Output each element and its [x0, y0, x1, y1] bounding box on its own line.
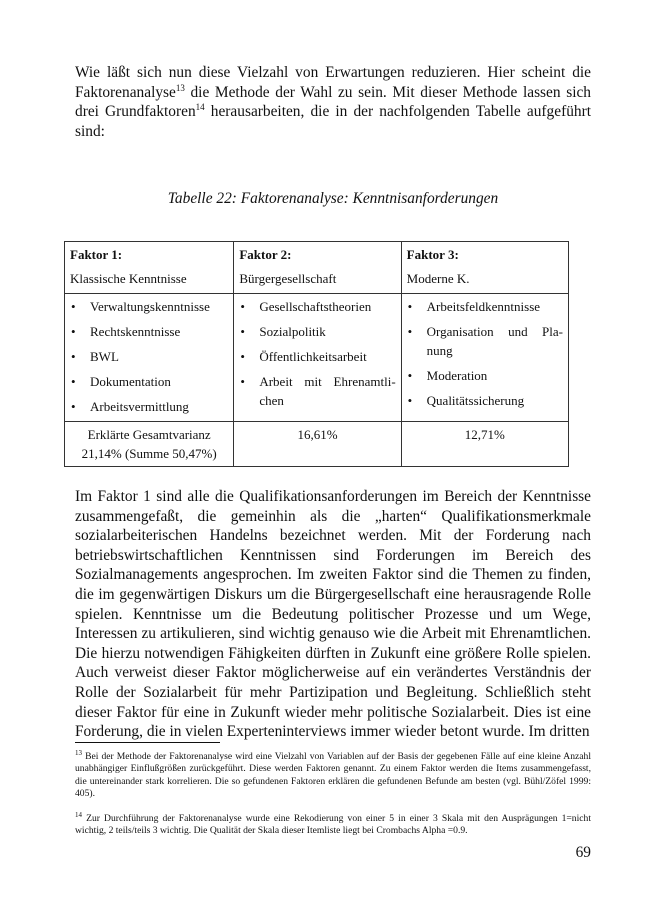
list-item: • Öffentlichkeitsarbeit [239, 347, 395, 366]
variance-cell-factor-2: 16,61% [234, 422, 401, 467]
footnote-text: Bei der Methode der Faktorenanalyse wird eine Vielzahl von Variablen auf der Basis der gegebenen Fälle auf eine kleine Anzahl unabhängiger Einflußgrößen zurückgeführt. Diese werden Faktoren genannt. Zu einem Faktor werden die Items zusammengefasst, die untereinander stark korrelieren. Die so gefundenen Faktoren erklären die gefundenen Befunde am besten (vgl. Bühl/Zöfel 1999: 405). [75, 751, 591, 800]
list-item: • Verwaltungskenntnisse [70, 297, 228, 316]
factor-label: Faktor 3: [406, 247, 459, 262]
intro-text-1: Wie läßt sich nun diese Vielzahl von Erwartungen reduzieren. Hier scheint die Faktorenanalyse [75, 64, 591, 101]
footnote-13 [75, 751, 591, 801]
list-item: • BWL [70, 347, 228, 366]
list-item: • Organisation und Pla-nung [407, 322, 563, 360]
footnote-ref-14[interactable]: 14 [195, 102, 205, 113]
factor-label: Faktor 1: [70, 247, 123, 262]
table-caption: Tabelle 22: Faktorenanalyse: Kenntnisanforderungen [167, 190, 499, 207]
items-cell-factor-1 [65, 294, 234, 422]
list-item: • Sozialpolitik [239, 322, 395, 341]
variance-cell-factor-3: 12,71% [401, 422, 568, 467]
table-variance-row [65, 422, 569, 467]
item-list [407, 297, 563, 410]
factor-table [64, 241, 569, 467]
footnote-divider [75, 742, 220, 743]
table-header-row [65, 242, 569, 294]
list-item: • Dokumentation [70, 372, 228, 391]
variance-cell-factor-1: Erklärte Gesamtvarianz 21,14% (Summe 50,47%) [65, 422, 234, 467]
footnote-mark: 14 [75, 811, 82, 819]
factor-name: Moderne K. [406, 271, 470, 286]
factor-name: Klassische Kenntnisse [70, 271, 187, 286]
list-item: • Moderation [407, 366, 563, 385]
list-item: • Arbeitsfeldkenntnisse [407, 297, 563, 316]
footnote-mark: 13 [75, 749, 82, 757]
items-cell-factor-3 [401, 294, 568, 422]
list-item: • Arbeitsvermittlung [70, 397, 228, 416]
footnote-text: Zur Durchführung der Faktorenanalyse wurde eine Rekodierung von einer 5 in einer 3 Skala mit den Ausprägungen 1=nicht wichtig, 2 teils/teils 3 wichtig. Die Qualität der Skala dieser Itemliste liegt bei Crombachs Alpha =0.9. [75, 813, 591, 837]
list-item: • Qualitätssicherung [407, 391, 563, 410]
header-cell-factor-1 [65, 242, 234, 294]
page-number: 69 [575, 844, 591, 861]
intro-text-3: herausarbeiten, die in der nachfolgenden Tabelle aufgeführt sind: [75, 103, 591, 140]
item-list [70, 297, 228, 416]
list-item: • Rechtskenntnisse [70, 322, 228, 341]
item-list [239, 297, 395, 410]
items-cell-factor-2 [234, 294, 401, 422]
footnote-ref-13[interactable]: 13 [175, 82, 185, 93]
footnote-14 [75, 813, 591, 838]
intro-text-2: die Methode der Wahl zu sein. Mit dieser Methode lassen sich drei Grundfaktoren [75, 83, 591, 121]
body-paragraph: Im Faktor 1 sind alle die Qualifikationsanforderungen im Bereich der Kenntnisse zusammengefaßt, die gemeinhin als die „harten“ Qualifikationsmerkmale sozialarbeiterischen Handelns bezeichnet werden. Mit der Forderung nach betriebswirtschaftlichen Kenntnissen sind Forderungen im Bereich des Sozialmanagements angesprochen. Im zweiten Faktor sind die Themen zu finden, die im gegenwärtigen Diskurs um die Bürgergesellschaft eine herausragende Rolle spielen. Kenntnisse um die Bedeutung politischer Prozesse und um Wege, Interessen zu artikulieren, sind wichtig genauso wie die Arbeit mit Ehrenamtlichen. Die hierzu notwendigen Fähigkeiten dürften in Zukunft eine größere Rolle spielen. Auch verweist dieser Faktor möglicherweise auf ein verändertes Verständnis der Rolle der Sozialarbeit für mehr Partizipation und Begleitung. Schließlich steht dieser Faktor für eine in Zukunft wieder mehr politische Sozialarbeit. Dies ist eine Forderung, die in vielen Experteninterviews immer wieder betont wurde. Im dritten [75, 488, 591, 741]
header-cell-factor-2 [234, 242, 401, 294]
header-cell-factor-3 [401, 242, 568, 294]
factor-name: Bürgergesellschaft [239, 271, 337, 286]
list-item: • Arbeit mit Ehrenamtli-chen [239, 372, 395, 410]
list-item: • Gesellschaftstheorien [239, 297, 395, 316]
intro-paragraph [75, 63, 591, 141]
factor-label: Faktor 2: [239, 247, 292, 262]
table-items-row [65, 294, 569, 422]
